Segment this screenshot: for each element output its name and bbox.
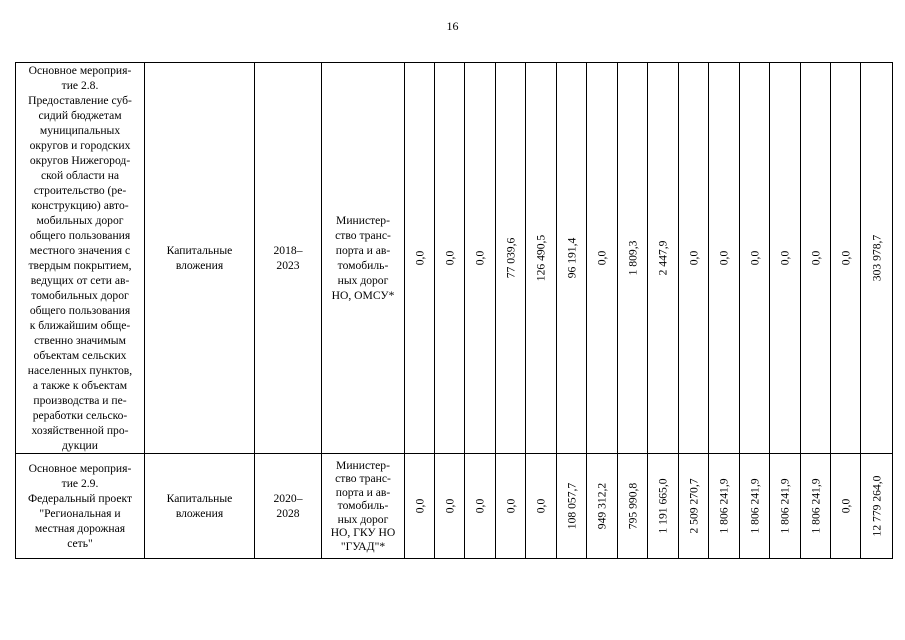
description-line: округов и городских bbox=[29, 139, 131, 152]
value-cell bbox=[801, 63, 831, 454]
total-value-cell bbox=[861, 63, 893, 454]
value-text: 0,0 bbox=[473, 498, 487, 514]
value-text: 0,0 bbox=[839, 250, 852, 266]
value-text: 2 509 270,7 bbox=[687, 478, 700, 534]
value-text: 0,0 bbox=[595, 250, 609, 266]
value-cell bbox=[526, 63, 557, 454]
value-cell bbox=[435, 63, 465, 454]
description-line: а также к объектам bbox=[32, 379, 128, 392]
description-line: ской области на bbox=[40, 169, 120, 182]
value-text: 0,0 bbox=[504, 498, 517, 514]
expense-type-line: Капитальные bbox=[166, 244, 233, 257]
expense-type-line: вложения bbox=[175, 259, 224, 272]
value-text: 1 806 241,9 bbox=[809, 478, 822, 534]
value-cell bbox=[740, 454, 770, 559]
value-text: 0,0 bbox=[534, 498, 548, 514]
period-line: 2018– bbox=[273, 244, 303, 257]
value-cell bbox=[709, 63, 740, 454]
budget-table bbox=[15, 62, 893, 559]
executor-line: Министер- bbox=[336, 214, 390, 227]
value-cell bbox=[831, 63, 861, 454]
period-line: 2020– bbox=[273, 492, 303, 505]
total-value-text: 12 779 264,0 bbox=[870, 475, 883, 537]
value-cell bbox=[496, 454, 526, 559]
value-cell bbox=[465, 454, 496, 559]
value-text: 0,0 bbox=[413, 498, 426, 514]
description-line: Предоставление суб- bbox=[28, 94, 132, 107]
value-text: 0,0 bbox=[473, 250, 487, 266]
description-line: томобильных дорог bbox=[31, 289, 129, 302]
value-text: 77 039,6 bbox=[504, 237, 517, 279]
value-text: 0,0 bbox=[809, 250, 822, 266]
value-text: 0,0 bbox=[778, 250, 792, 266]
value-text: 0,0 bbox=[748, 250, 761, 266]
period bbox=[255, 454, 322, 559]
executor bbox=[322, 454, 405, 559]
value-text: 1 809,3 bbox=[626, 240, 639, 276]
value-text: 108 057,7 bbox=[565, 482, 578, 530]
value-text: 1 806 241,9 bbox=[748, 478, 761, 534]
value-text: 0,0 bbox=[443, 250, 456, 266]
measure-description bbox=[16, 454, 145, 559]
value-cell bbox=[831, 454, 861, 559]
description-line: местная дорожная bbox=[34, 522, 126, 535]
measure-description bbox=[16, 63, 145, 454]
executor-line: томобиль- bbox=[337, 259, 389, 272]
description-line: Федеральный проект bbox=[27, 492, 133, 505]
description-line: хозяйственной про- bbox=[31, 424, 129, 437]
value-cell bbox=[496, 63, 526, 454]
value-cell bbox=[709, 454, 740, 559]
value-cell bbox=[557, 454, 587, 559]
description-line: к ближайшим обще- bbox=[29, 319, 131, 332]
value-text: 1 806 241,9 bbox=[778, 478, 792, 534]
value-cell bbox=[618, 63, 648, 454]
value-cell bbox=[557, 63, 587, 454]
value-text: 0,0 bbox=[839, 498, 852, 514]
executor-line: ство транс- bbox=[335, 229, 391, 242]
page-number: 16 bbox=[446, 19, 459, 33]
table-row bbox=[16, 63, 893, 454]
description-line: дукции bbox=[62, 439, 98, 452]
description-line: твердым покрытием, bbox=[28, 259, 132, 272]
description-line: конструкцию) авто- bbox=[31, 199, 129, 212]
value-cell bbox=[740, 63, 770, 454]
description-line: сидий бюджетам bbox=[38, 109, 122, 122]
description-line: Основное мероприя- bbox=[28, 462, 132, 475]
total-value-text: 303 978,7 bbox=[870, 234, 883, 282]
description-line: общего пользования bbox=[29, 229, 131, 242]
value-text: 0,0 bbox=[413, 250, 426, 266]
executor-line: порта и ав- bbox=[335, 485, 391, 499]
description-line: строительство (ре- bbox=[33, 184, 127, 197]
description-line: мобильных дорог bbox=[36, 214, 124, 227]
value-text: 0,0 bbox=[443, 498, 456, 514]
value-text: 126 490,5 bbox=[534, 234, 548, 282]
description-line: общего пользования bbox=[29, 304, 131, 317]
value-cell bbox=[679, 63, 709, 454]
description-line: ственно значимым bbox=[34, 334, 126, 347]
description-line: населенных пунктов, bbox=[27, 364, 133, 377]
description-line: производства и пе- bbox=[33, 394, 127, 407]
value-cell bbox=[526, 454, 557, 559]
period-line: 2023 bbox=[276, 259, 300, 272]
description-line: сеть" bbox=[67, 537, 93, 550]
value-text: 949 312,2 bbox=[595, 482, 609, 530]
expense-type bbox=[145, 63, 255, 454]
value-cell bbox=[648, 454, 679, 559]
executor-line: ных дорог bbox=[337, 274, 389, 287]
value-cell bbox=[587, 63, 618, 454]
description-line: местного значения с bbox=[29, 244, 131, 257]
value-cell bbox=[405, 63, 435, 454]
expense-type-line: вложения bbox=[175, 507, 224, 520]
value-cell bbox=[618, 454, 648, 559]
expense-type-line: Капитальные bbox=[166, 492, 233, 505]
period-line: 2028 bbox=[276, 507, 300, 520]
expense-type bbox=[145, 454, 255, 559]
value-text: 795 990,8 bbox=[626, 482, 639, 530]
value-cell bbox=[770, 454, 801, 559]
executor-line: НО, ГКУ НО bbox=[330, 526, 396, 540]
description-line: тие 2.9. bbox=[61, 477, 99, 490]
period bbox=[255, 63, 322, 454]
value-cell bbox=[435, 454, 465, 559]
executor-line: Министер- bbox=[336, 458, 390, 472]
total-value-cell bbox=[861, 454, 893, 559]
value-cell bbox=[679, 454, 709, 559]
executor-line: порта и ав- bbox=[335, 244, 391, 257]
description-line: "Региональная и bbox=[39, 507, 121, 520]
value-cell bbox=[587, 454, 618, 559]
executor bbox=[322, 63, 405, 454]
executor-line: "ГУАД"* bbox=[340, 539, 386, 553]
value-cell bbox=[648, 63, 679, 454]
executor-line: ных дорог bbox=[337, 512, 389, 526]
value-cell bbox=[770, 63, 801, 454]
executor-line: ство транс- bbox=[335, 472, 391, 486]
value-text: 1 191 665,0 bbox=[656, 478, 670, 534]
value-text: 0,0 bbox=[717, 250, 731, 266]
value-cell bbox=[801, 454, 831, 559]
value-cell bbox=[465, 63, 496, 454]
description-line: тие 2.8. bbox=[61, 79, 99, 92]
value-cell bbox=[405, 454, 435, 559]
description-line: Основное мероприя- bbox=[28, 64, 132, 77]
value-text: 2 447,9 bbox=[656, 240, 670, 276]
description-line: реработки сельско- bbox=[32, 409, 128, 422]
table-row bbox=[16, 454, 893, 559]
executor-line: НО, ОМСУ* bbox=[331, 289, 395, 302]
description-line: объектам сельских bbox=[33, 349, 127, 362]
description-line: муниципальных bbox=[39, 124, 121, 137]
value-text: 96 191,4 bbox=[565, 237, 578, 279]
description-line: округов Нижегород- bbox=[29, 154, 131, 167]
value-text: 0,0 bbox=[687, 250, 700, 266]
description-line: ведущих от сети ав- bbox=[30, 274, 130, 287]
value-text: 1 806 241,9 bbox=[717, 478, 731, 534]
executor-line: томобиль- bbox=[337, 499, 389, 513]
